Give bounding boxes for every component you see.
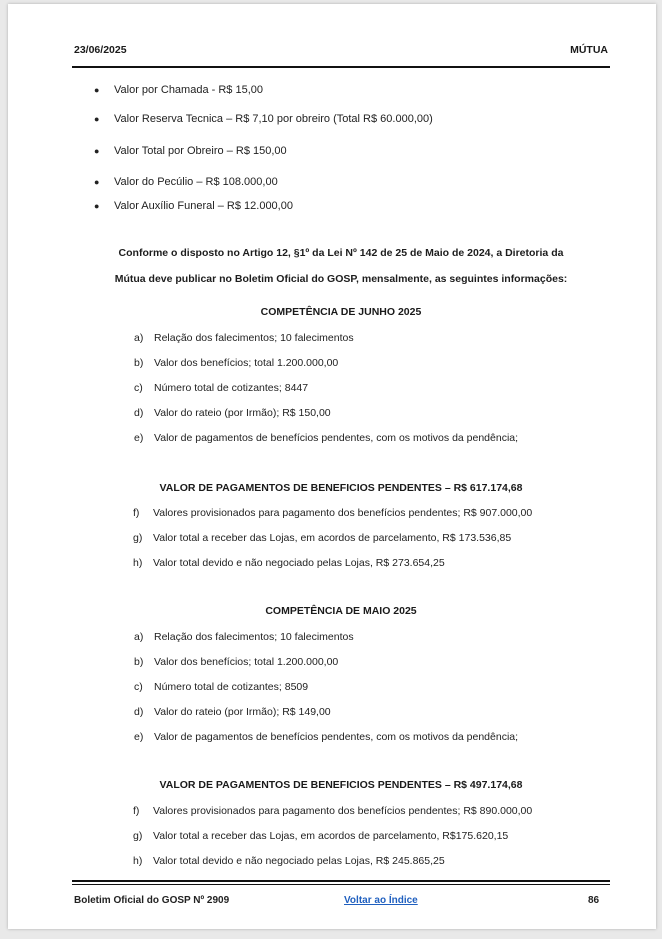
- footer-rule-thick: [72, 880, 610, 882]
- bullet-icon: ●: [94, 146, 100, 156]
- pending-title-junho: VALOR DE PAGAMENTOS DE BENEFICIOS PENDENTES – R$ 617.174,68: [159, 482, 523, 494]
- header-date: 23/06/2025: [74, 44, 127, 56]
- intro-line-1: Conforme o disposto no Artigo 12, §1º da Lei Nº 142 de 25 de Maio de 2024, a Diretoria da: [118, 247, 564, 259]
- pending-title-maio: VALOR DE PAGAMENTOS DE BENEFICIOS PENDENTES – R$ 497.174,68: [159, 779, 523, 791]
- section-title-maio: COMPETÊNCIA DE MAIO 2025: [265, 605, 417, 617]
- bullet-icon: ●: [94, 114, 100, 124]
- header-rule: [72, 66, 610, 68]
- page-number: 86: [588, 895, 600, 906]
- document-page: 23/06/2025 MÚTUA ● Valor por Chamada - R$ 15,00 ● Valor Reserva Tecnica – R$ 7,10 por obreiro (Total R$ 60.000,00) ● Valor Total por Obreiro – R$ 150,00 ● Valor do Pecúlio – R$ 108.000,00 ● Valor Auxílio Funeral – R$ 12.000,00 Conforme o disposto no Artigo 12, §1º da Lei Nº 142 de 25 de Maio de 2024, a Diretoria da Mútua deve publicar no Boletim Oficial do GOSP, mensalmente, as seguintes informações: COMPETÊNCIA DE JUNHO 2025 a) Relação dos falecimentos; 10 falecimentos b) Valor dos benefícios; total 1.200.000,00 c) Número total de cotizantes; 8447 d) Valor do rateio (por Irmão); R$ 150,00 e) Valor de pagamentos de benefícios pendentes, com os motivos da pendência; VALOR DE PAGAMENTOS DE BENEFICIOS PENDENTES – R$ 617.174,68 f) Valores provisionados para pagamento dos benefícios pendentes; R$ 907.000,00 g) Valor total a receber das Lojas, em acordos de parcelamento, R$ 173.536,85 h) Valor total devido e não negociado pelas Lojas, R$ 273.654,25 COMPETÊNCIA DE MAIO 2025 a) Relação dos falecimentos; 10 falecimentos b) Valor dos benefícios; total 1.200.000,00 c) Número total de cotizantes; 8509 d) Valor do rateio (por Irmão); R$ 149,00 e) Valor de pagamentos de benefícios pendentes, com os motivos da pendência; VALOR DE PAGAMENTOS DE BENEFICIOS PENDENTES – R$ 497.174,68 f) Valores provisionados para pagamento dos benefícios pendentes; R$ 890.000,00 g) Valor total a receber das Lojas, em acordos de parcelamento, R$175.620,15 h) Valor total devido e não negociado pelas Lojas, R$ 245.865,25 Boletim Oficial do GOSP Nº 2909 Voltar ao Índice 86: [8, 4, 656, 929]
- intro-line-2: Mútua deve publicar no Boletim Oficial do GOSP, mensalmente, as seguintes informações:: [114, 273, 568, 285]
- section-title-junho: COMPETÊNCIA DE JUNHO 2025: [260, 306, 422, 318]
- bullet-icon: ●: [94, 201, 100, 211]
- bullet-icon: ●: [94, 177, 100, 187]
- back-to-index-link[interactable]: Voltar ao Índice: [344, 895, 418, 906]
- header-title: MÚTUA: [570, 44, 608, 56]
- bullet-icon: ●: [94, 85, 100, 95]
- footer-publication: Boletim Oficial do GOSP Nº 2909: [74, 895, 230, 906]
- footer-rule-thin: [72, 884, 610, 885]
- page-header: [74, 44, 608, 56]
